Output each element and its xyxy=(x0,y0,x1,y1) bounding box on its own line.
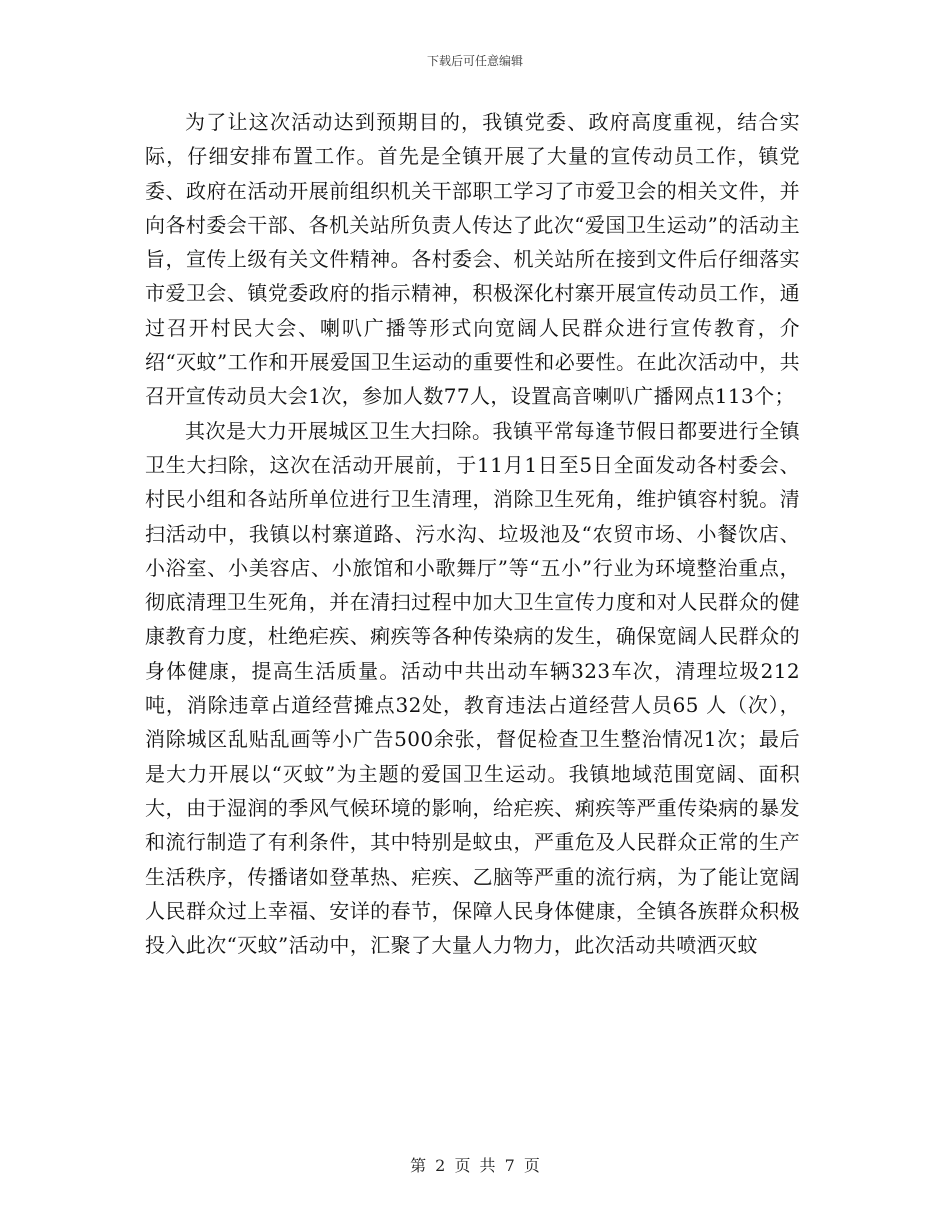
header-note: 下载后可任意编辑 xyxy=(426,54,523,68)
document-body xyxy=(145,105,800,962)
paragraph-1: 为了让这次活动达到预期目的，我镇党委、政府高度重视，结合实际，仔细安排布置工作。首先是全镇开展了大量的宣传动员工作，镇党委、政府在活动开展前组织机关干部职工学习了市爱卫会的相关文件，并向各村委会干部、各机关站所负责人传达了此次“爱国卫生运动”的活动主旨，宣传上级有关文件精神。各村委会、机关站所在接到文件后仔细落实市爱卫会、镇党委政府的指示精神，积极深化村寨开展宣传动员工作，通过召开村民大会、喇叭广播等形式向宽阔人民群众进行宣传教育，介绍“灭蚊”工作和开展爱国卫生运动的重要性和必要性。在此次活动中，共召开宣传动员大会1次，参加人数77人，设置高音喇叭广播网点113个； xyxy=(145,110,800,409)
paragraph-2: 其次是大力开展城区卫生大扫除。我镇平常每逢节假日都要进行全镇卫生大扫除，这次在活动开展前，于11月1日至5日全面发动各村委会、村民小组和各站所单位进行卫生清理，消除卫生死角，维护镇容村貌。清扫活动中，我镇以村寨道路、污水沟、垃圾池及“农贸市场、小餐饮店、小浴室、小美容店、小旅馆和小歌舞厅”等“五小”行业为环境整治重点，彻底清理卫生死角，并在清扫过程中加大卫生宣传力度和对人民群众的健康教育力度，杜绝疟疾、痢疾等各种传染病的发生，确保宽阔人民群众的身体健康，提高生活质量。活动中共出动车辆323车次，清理垃圾212吨，消除违章占道经营摊点32处，教育违法占道经营人员65 人（次），消除城区乱贴乱画等小广告500余张，督促检查卫生整治情况1次；最后是大力开展以“灭蚊”为主题的爱国卫生运动。我镇地域范围宽阔、面积大，由于湿润的季风气候环境的影响，给疟疾、痢疾等严重传染病的暴发和流行制造了有利条件，其中特别是蚊虫，严重危及人民群众正常的生产生活秩序，传播诸如登革热、疟疾、乙脑等严重的流行病，为了能让宽阔人民群众过上幸福、安详的春节，保障人民身体健康，全镇各族群众积极投入此次“灭蚊”活动中，汇聚了大量人力物力，此次活动共喷洒灭蚊 xyxy=(145,418,800,958)
page-number: 第 2 页 共 7 页 xyxy=(410,1156,540,1175)
